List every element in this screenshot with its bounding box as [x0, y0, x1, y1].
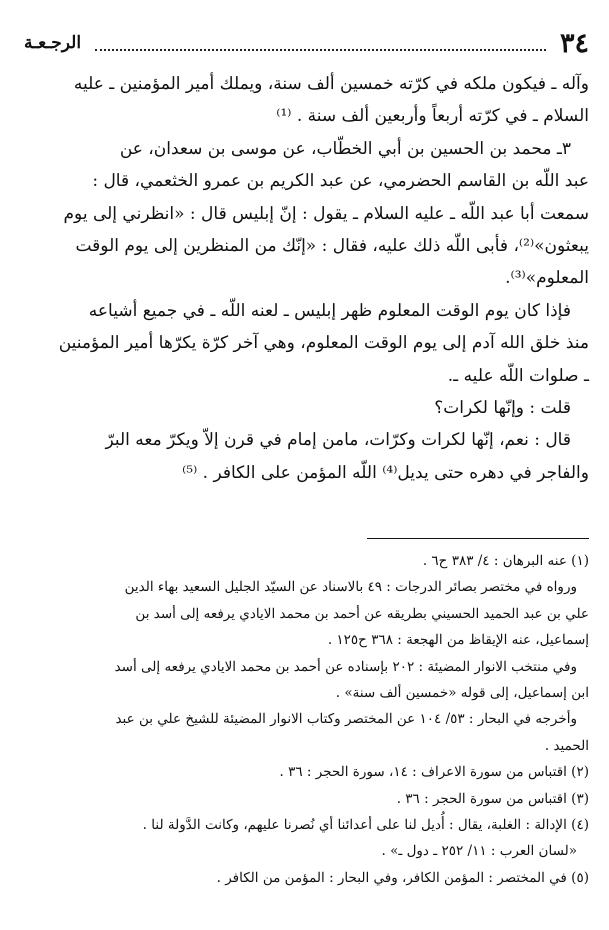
- footnote-line: (٣) اقتباس من سورة الحجر : ٣٦ .: [396, 790, 589, 807]
- page-number: ٣٤: [559, 27, 589, 59]
- text-line: يبعثون»⁽²⁾، فأبى اللّه ذلك عليه، فقال : «إنّك من المنظرين إلى يوم الوقت: [75, 236, 589, 257]
- footnote-line: (٥) في المختصر : المؤمن الكافر، وفي البحار : المؤمن من الكافر .: [216, 869, 589, 886]
- footnote-line: (٤) الإدالة : الغلبة، يقال : أُديل لنا على أعدائنا أي نُصرنا عليهم، وكانت الدَّولة لنا .: [142, 817, 589, 834]
- main-text: [20, 68, 589, 489]
- footnote-line: ابن إسماعيل، إلى قوله «خمسين ألف سنة» .: [335, 685, 589, 702]
- text-line: فإذا كان يوم الوقت المعلوم ظهر إبليس ـ لعنه اللّه ـ في جميع أشياعه: [88, 300, 571, 321]
- footnote-line: الحميد .: [544, 737, 589, 754]
- text-line: المعلوم»⁽³⁾.: [505, 268, 589, 289]
- running-title: الرجـعـة: [24, 33, 82, 53]
- footnote-line: إسماعيل، عنه الإيقاظ من الهجعة : ٣٦٨ ح١٢٥ .: [327, 632, 589, 649]
- header-dotted-leader: [95, 35, 546, 51]
- text-line: قلت : وإنّها لكرات؟: [434, 398, 571, 419]
- text-line: سمعت أبا عبد اللّه ـ عليه السلام ـ يقول : إنّ إبليس قال : «انظرني إلى يوم: [63, 203, 589, 224]
- text-line: عبد اللّه بن القاسم الحضرمي، عن عبد الكريم بن عمرو الخثعمي، قال :: [92, 171, 589, 192]
- text-line: والفاجر في دهره حتى يديل⁽⁴⁾ اللّه المؤمن على الكافر . ⁽⁵⁾: [182, 462, 589, 483]
- text-line: ـ صلوات اللّه عليه ـ.: [447, 365, 589, 386]
- footnote-line: وفي منتخب الانوار المضيئة : ٢٠٢ بإسناده عن أحمد بن محمد الايادي يرفعه إلى أسد: [114, 658, 577, 675]
- footnote-line: وأخرجه في البحار : ٥٣/ ١٠٤ عن المختصر وكتاب الانوار المضيئة للشيخ علي بن عبد: [115, 711, 577, 728]
- footnote-line: علي بن عبد الحميد الحسيني بطريقه عن أحمد بن محمد الايادي يرفعه إلى أسد بن: [135, 605, 589, 622]
- text-line: وآله ـ فيكون ملكه في كرّته خمسين ألف سنة، ويملك أمير المؤمنين ـ عليه: [73, 74, 589, 94]
- footnote-line: (٢) اقتباس من سورة الاعراف : ١٤، سورة الحجر : ٣٦ .: [279, 764, 589, 781]
- text-line: ٣ـ محمد بن الحسين بن أبي الخطّاب، عن موسى بن سعدان، عن: [119, 138, 571, 159]
- footnote-line: ورواه في مختصر بصائر الدرجات : ٤٩ بالاسناد عن السيّد الجليل السعيد بهاء الدين: [124, 579, 577, 596]
- footnote-line: (١) عنه البرهان : ٤/ ٣٨٣ ح٦ .: [422, 553, 589, 569]
- page-header: [24, 26, 589, 60]
- text-line: قال : نعم، إنّها لكرات وكرّات، مامن إمام في قرن إلاّ ويكرّ معه البرّ: [105, 430, 571, 451]
- text-line: منذ خلق الله آدم إلى يوم الوقت المعلوم، وهي آخر كرّة يكرّها أمير المؤمنين: [58, 333, 589, 354]
- footnotes: [20, 548, 589, 891]
- footnote-line: «لسان العرب : ١١/ ٢٥٢ ـ دول ـ» .: [381, 843, 577, 860]
- text-line: السلام ـ في كرّته أربعاً وأربعين ألف سنة . ⁽¹⁾: [276, 106, 589, 127]
- footnote-separator: [367, 538, 589, 539]
